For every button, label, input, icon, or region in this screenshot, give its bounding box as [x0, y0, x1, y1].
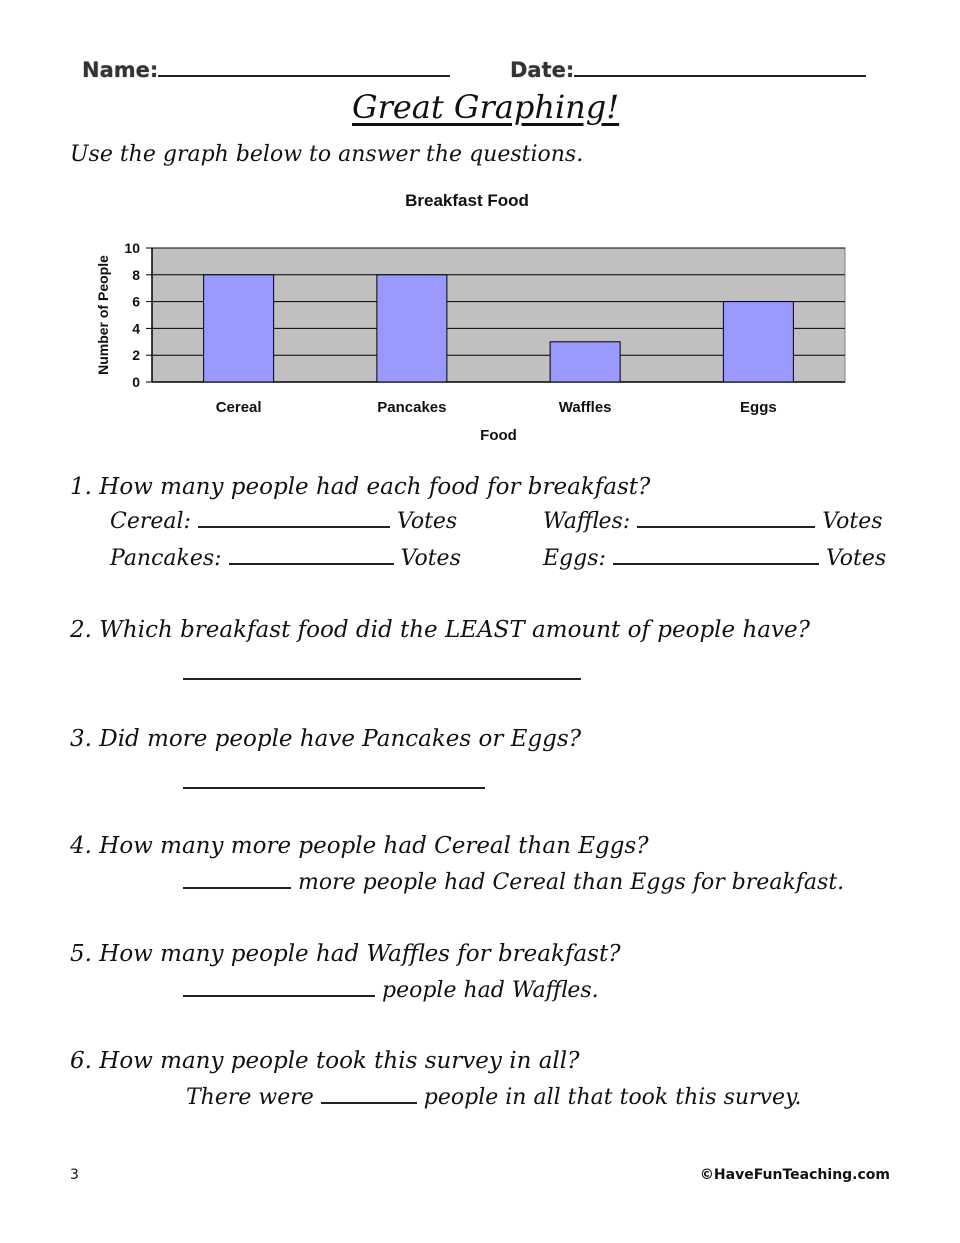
q1-eggs-votes: Votes	[825, 546, 887, 571]
q1-waffles-votes: Votes	[822, 509, 883, 534]
q1-waffles-row	[543, 509, 883, 534]
q4-answer-row	[183, 870, 844, 895]
y-axis-label: Number of People	[95, 255, 111, 375]
x-tick-label: Waffles	[558, 399, 612, 416]
instructions: Use the graph below to answer the questions.	[70, 142, 584, 167]
question-6: 6. How many people took this survey in all?	[70, 1048, 580, 1074]
site-credit: ©HaveFunTeaching.com	[699, 1167, 890, 1183]
question-2: 2. Which breakfast food did the LEAST amount of people have?	[70, 617, 810, 643]
y-tick-label: 8	[132, 266, 140, 283]
bar-waffles	[550, 342, 620, 382]
x-tick-label: Cereal	[215, 399, 262, 416]
q1-cereal-blank[interactable]	[198, 526, 390, 528]
y-tick-label: 0	[132, 374, 140, 390]
q1-waffles-blank[interactable]	[637, 526, 815, 528]
q1-eggs-blank[interactable]	[613, 563, 819, 565]
q6-answer-suffix: people in all that took this survey.	[423, 1085, 802, 1110]
bar-eggs	[723, 302, 793, 382]
q1-cereal-votes: Votes	[396, 509, 458, 534]
q1-pancakes-label: Pancakes:	[110, 546, 222, 571]
y-tick-label: 2	[132, 347, 140, 364]
q2-answer-blank[interactable]	[183, 656, 581, 680]
page-number: 3	[70, 1167, 79, 1183]
x-tick-label: Eggs	[740, 399, 777, 416]
x-tick-label: Pancakes	[377, 399, 447, 416]
question-3: 3. Did more people have Pancakes or Eggs?	[70, 726, 582, 752]
q6-answer-prefix: There were	[186, 1085, 314, 1110]
q5-answer-row	[183, 978, 599, 1003]
q1-pancakes-row	[110, 546, 461, 571]
page-title: Great Graphing!	[352, 88, 620, 126]
question-4: 4. How many more people had Cereal than Eggs?	[70, 833, 649, 859]
q1-cereal-row	[110, 509, 457, 534]
name-blank[interactable]	[158, 75, 450, 77]
bar-chart	[0, 230, 960, 455]
y-tick-label: 6	[132, 293, 140, 310]
q5-answer-blank[interactable]	[183, 995, 375, 997]
q5-answer-suffix: people had Waffles.	[382, 978, 599, 1003]
date-label: Date:	[510, 58, 575, 82]
q1-pancakes-votes: Votes	[400, 546, 461, 571]
q6-answer-row	[186, 1085, 802, 1110]
question-1: 1. How many people had each food for breakfast?	[70, 474, 651, 500]
q1-eggs-label: Eggs:	[543, 546, 606, 571]
q1-pancakes-blank[interactable]	[229, 563, 394, 565]
q1-cereal-label: Cereal:	[110, 509, 191, 534]
y-tick-label: 4	[132, 320, 140, 337]
q6-answer-blank[interactable]	[321, 1102, 417, 1104]
q4-answer-blank[interactable]	[183, 887, 291, 889]
bar-cereal	[204, 275, 274, 382]
y-tick-label: 10	[124, 240, 140, 256]
q1-waffles-label: Waffles:	[543, 509, 631, 534]
q3-answer-blank[interactable]	[183, 765, 485, 789]
name-field	[82, 58, 450, 82]
bar-pancakes	[377, 275, 447, 382]
chart-title: Breakfast Food	[405, 191, 529, 210]
q4-answer-suffix: more people had Cereal than Eggs for breakfast.	[298, 870, 845, 895]
date-blank[interactable]	[574, 75, 866, 77]
date-field	[510, 58, 866, 82]
question-5: 5. How many people had Waffles for breakfast?	[70, 941, 621, 967]
name-label: Name:	[82, 58, 159, 82]
q1-eggs-row	[543, 546, 886, 571]
x-axis-label: Food	[480, 427, 517, 444]
